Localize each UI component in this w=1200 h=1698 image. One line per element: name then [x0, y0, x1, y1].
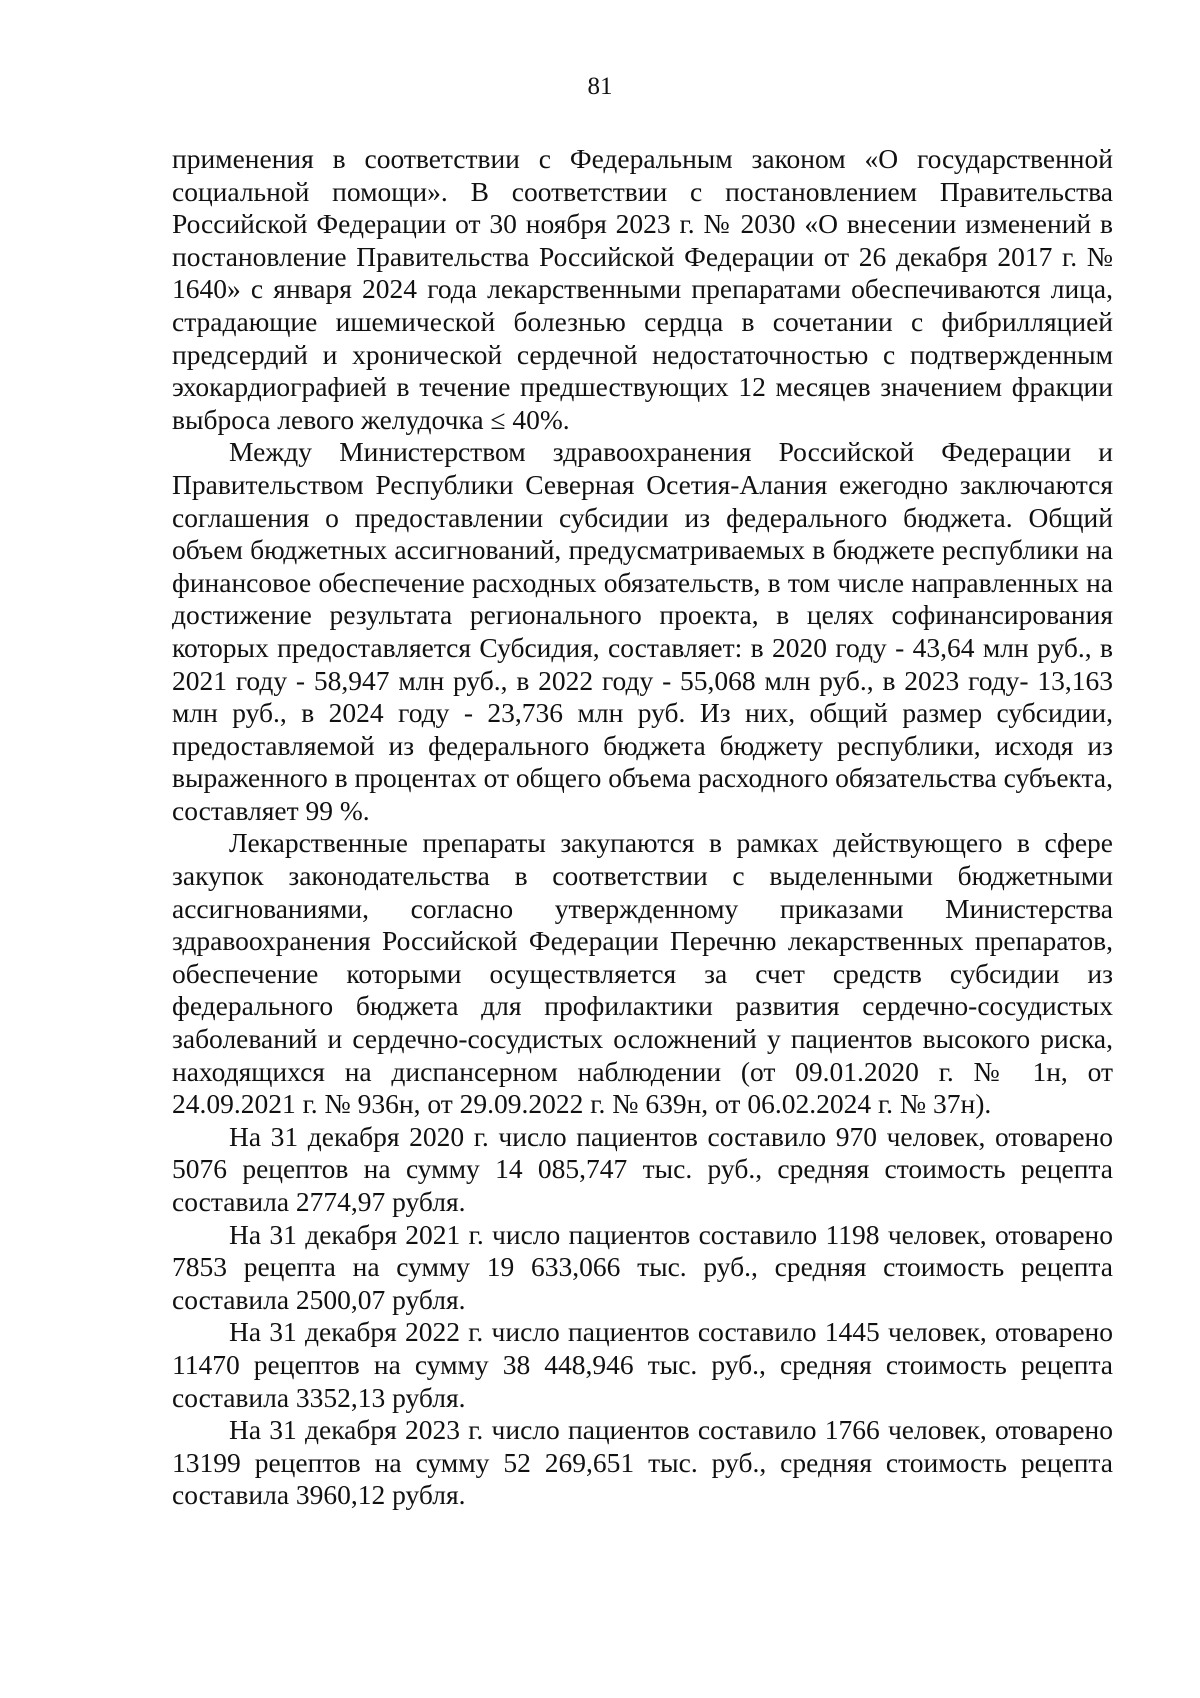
paragraph-stats-2020: На 31 декабря 2020 г. число пациентов составило 970 человек, отоварено 5076 рецептов на сумму 14 085,747 тыс. руб., средняя стоимость рецепта составила 2774,97 рубля.: [172, 1120, 1113, 1217]
paragraph-continuation: применения в соответствии с Федеральным законом «О государственной социальной помощи». В соответствии с постановлением Правительства Российской Федерации от 30 ноября 2023 г. № 2030 «О внесении изменений в постановление Правительства Российской Федерации от 26 декабря 2017 г. № 1640» с января 2024 года лекарственными препаратами обеспечиваются лица, страдающие ишемической болезнью сердца в сочетании с фибрилляцией предсердий и хронической сердечной недостаточностью с подтвержденным эхокардиографией в течение предшествующих 12 месяцев значением фракции выброса левого желудочка ≤ 40%.: [172, 143, 1113, 435]
paragraph-stats-2022: На 31 декабря 2022 г. число пациентов составило 1445 человек, отоварено 11470 рецептов на сумму 38 448,946 тыс. руб., средняя стоимость рецепта составила 3352,13 рубля.: [172, 1316, 1113, 1413]
paragraph-drug-procurement: Лекарственные препараты закупаются в рамках действующего в сфере закупок законодательства в соответствии с выделенными бюджетными ассигнованиями, согласно утвержденному приказами Министерства здравоохранения Российской Федерации Перечню лекарственных препаратов, обеспечение которыми осуществляется за счет средств субсидии из федерального бюджета для профилактики развития сердечно-сосудистых заболеваний и сердечно-сосудистых осложнений у пациентов высокого риска, находящихся на диспансерном наблюдении (от 09.01.2020 г. № 1н, от 24.09.2021 г. № 936н, от 29.09.2022 г. № 639н, от 06.02.2024 г. № 37н).: [172, 827, 1113, 1120]
page-number: 81: [587, 73, 613, 100]
document-body: [172, 143, 1113, 1512]
paragraph-stats-2021: На 31 декабря 2021 г. число пациентов составило 1198 человек, отоварено 7853 рецепта на сумму 19 633,066 тыс. руб., средняя стоимость рецепта составила 2500,07 рубля.: [172, 1218, 1113, 1315]
paragraph-subsidy-agreements: Между Министерством здравоохранения Российской Федерации и Правительством Республики Северная Осетия-Алания ежегодно заключаются соглашения о предоставлении субсидии из федерального бюджета. Общий объем бюджетных ассигнований, предусматриваемых в бюджете республики на финансовое обеспечение расходных обязательств, в том числе направленных на достижение результата регионального проекта, в целях софинансирования которых предоставляется Субсидия, составляет: в 2020 году - 43,64 млн руб., в 2021 году - 58,947 млн руб., в 2022 году - 55,068 млн руб., в 2023 году- 13,163 млн руб., в 2024 году - 23,736 млн руб. Из них, общий размер субсидии, предоставляемой из федерального бюджета бюджету республики, исходя из выраженного в процентах от общего объема расходного обязательства субъекта, составляет 99 %.: [172, 436, 1113, 826]
paragraph-stats-2023: На 31 декабря 2023 г. число пациентов составило 1766 человек, отоварено 13199 рецептов на сумму 52 269,651 тыс. руб., средняя стоимость рецепта составила 3960,12 рубля.: [172, 1414, 1113, 1511]
